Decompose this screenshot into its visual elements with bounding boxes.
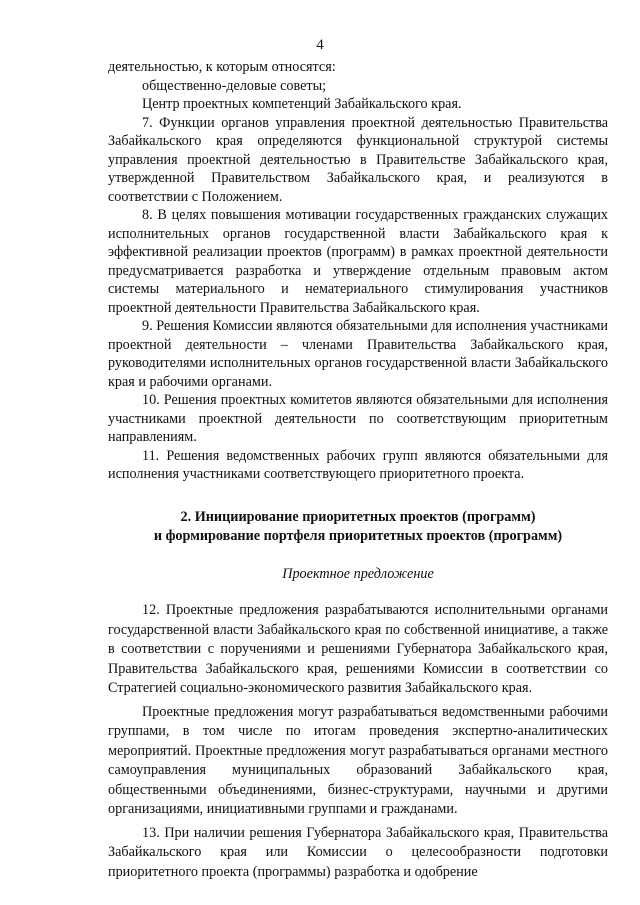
document-body xyxy=(108,58,608,882)
section-heading-line-2: и формирование портфеля приоритетных проектов (программ) xyxy=(153,527,563,544)
intro-line: общественно-деловые советы; xyxy=(142,77,327,94)
section-heading xyxy=(108,508,608,546)
paragraph-7: 7. Функции органов управления проектной деятельностью Правительства Забайкальского края определяются функциональной структурой системы управления проектной деятельностью в Правительстве Забайкальского края, утвержденной Правительством Забайкальского края, и реализуются в соответствии с Положением. xyxy=(108,114,608,205)
paragraph-12-continued: Проектные предложения могут разрабатываться ведомственными рабочими группами, в том числе по итогам проведения экспертно-аналитических мероприятий. Проектные предложения могут разрабатываться органами местного самоуправления муниципальных образований Забайкальского края, общественными объединениями, бизнес-структурами, научными и другими организациями, инициативными группами и гражданами. xyxy=(108,703,608,817)
intro-line: Центр проектных компетенций Забайкальского края. xyxy=(142,96,462,112)
paragraph-13: 13. При наличии решения Губернатора Забайкальского края, Правительства Забайкальского края или Комиссии о целесообразности подготовки приоритетного проекта (программы) разработка и одобрение xyxy=(108,824,608,880)
paragraph-10: 10. Решения проектных комитетов являются обязательными для исполнения участниками проектной деятельности по соответствующим приоритетным направлениям. xyxy=(108,392,608,445)
paragraph-11: 11. Решения ведомственных рабочих групп являются обязательными для исполнения участниками соответствующего приоритетного проекта. xyxy=(108,447,608,482)
section-subheading: Проектное предложение xyxy=(282,565,434,582)
intro-line: деятельностью, к которым относятся: xyxy=(108,59,336,75)
paragraph-8: 8. В целях повышения мотивации государственных гражданских служащих исполнительных органов государственной власти Забайкальского края к эффективной реализации проектов (программ) в рамках проектной деятельности предусматривается разработка и утверждение отдельным правовым актом системы материального и нематериального стимулирования участников проектной деятельности Правительства Забайкальского края. xyxy=(108,207,608,316)
paragraph-12: 12. Проектные предложения разрабатываются исполнительными органами государственной власти Забайкальского края по собственной инициативе, а также в соответствии с поручениями и решениями Губернатора Забайкальского края, Правительства Забайкальского края, решениями Комиссии в соответствии со Стратегией социально-экономического развития Забайкальского края. xyxy=(108,602,608,696)
page-number: 4 xyxy=(316,37,324,53)
paragraph-9: 9. Решения Комиссии являются обязательными для исполнения участниками проектной деятельности – членами Правительства Забайкальского края, руководителями исполнительных органов государственной власти Забайкальского края и рабочими органами. xyxy=(108,318,608,390)
section-heading-line-1: 2. Инициирование приоритетных проектов (программ) xyxy=(180,508,536,525)
